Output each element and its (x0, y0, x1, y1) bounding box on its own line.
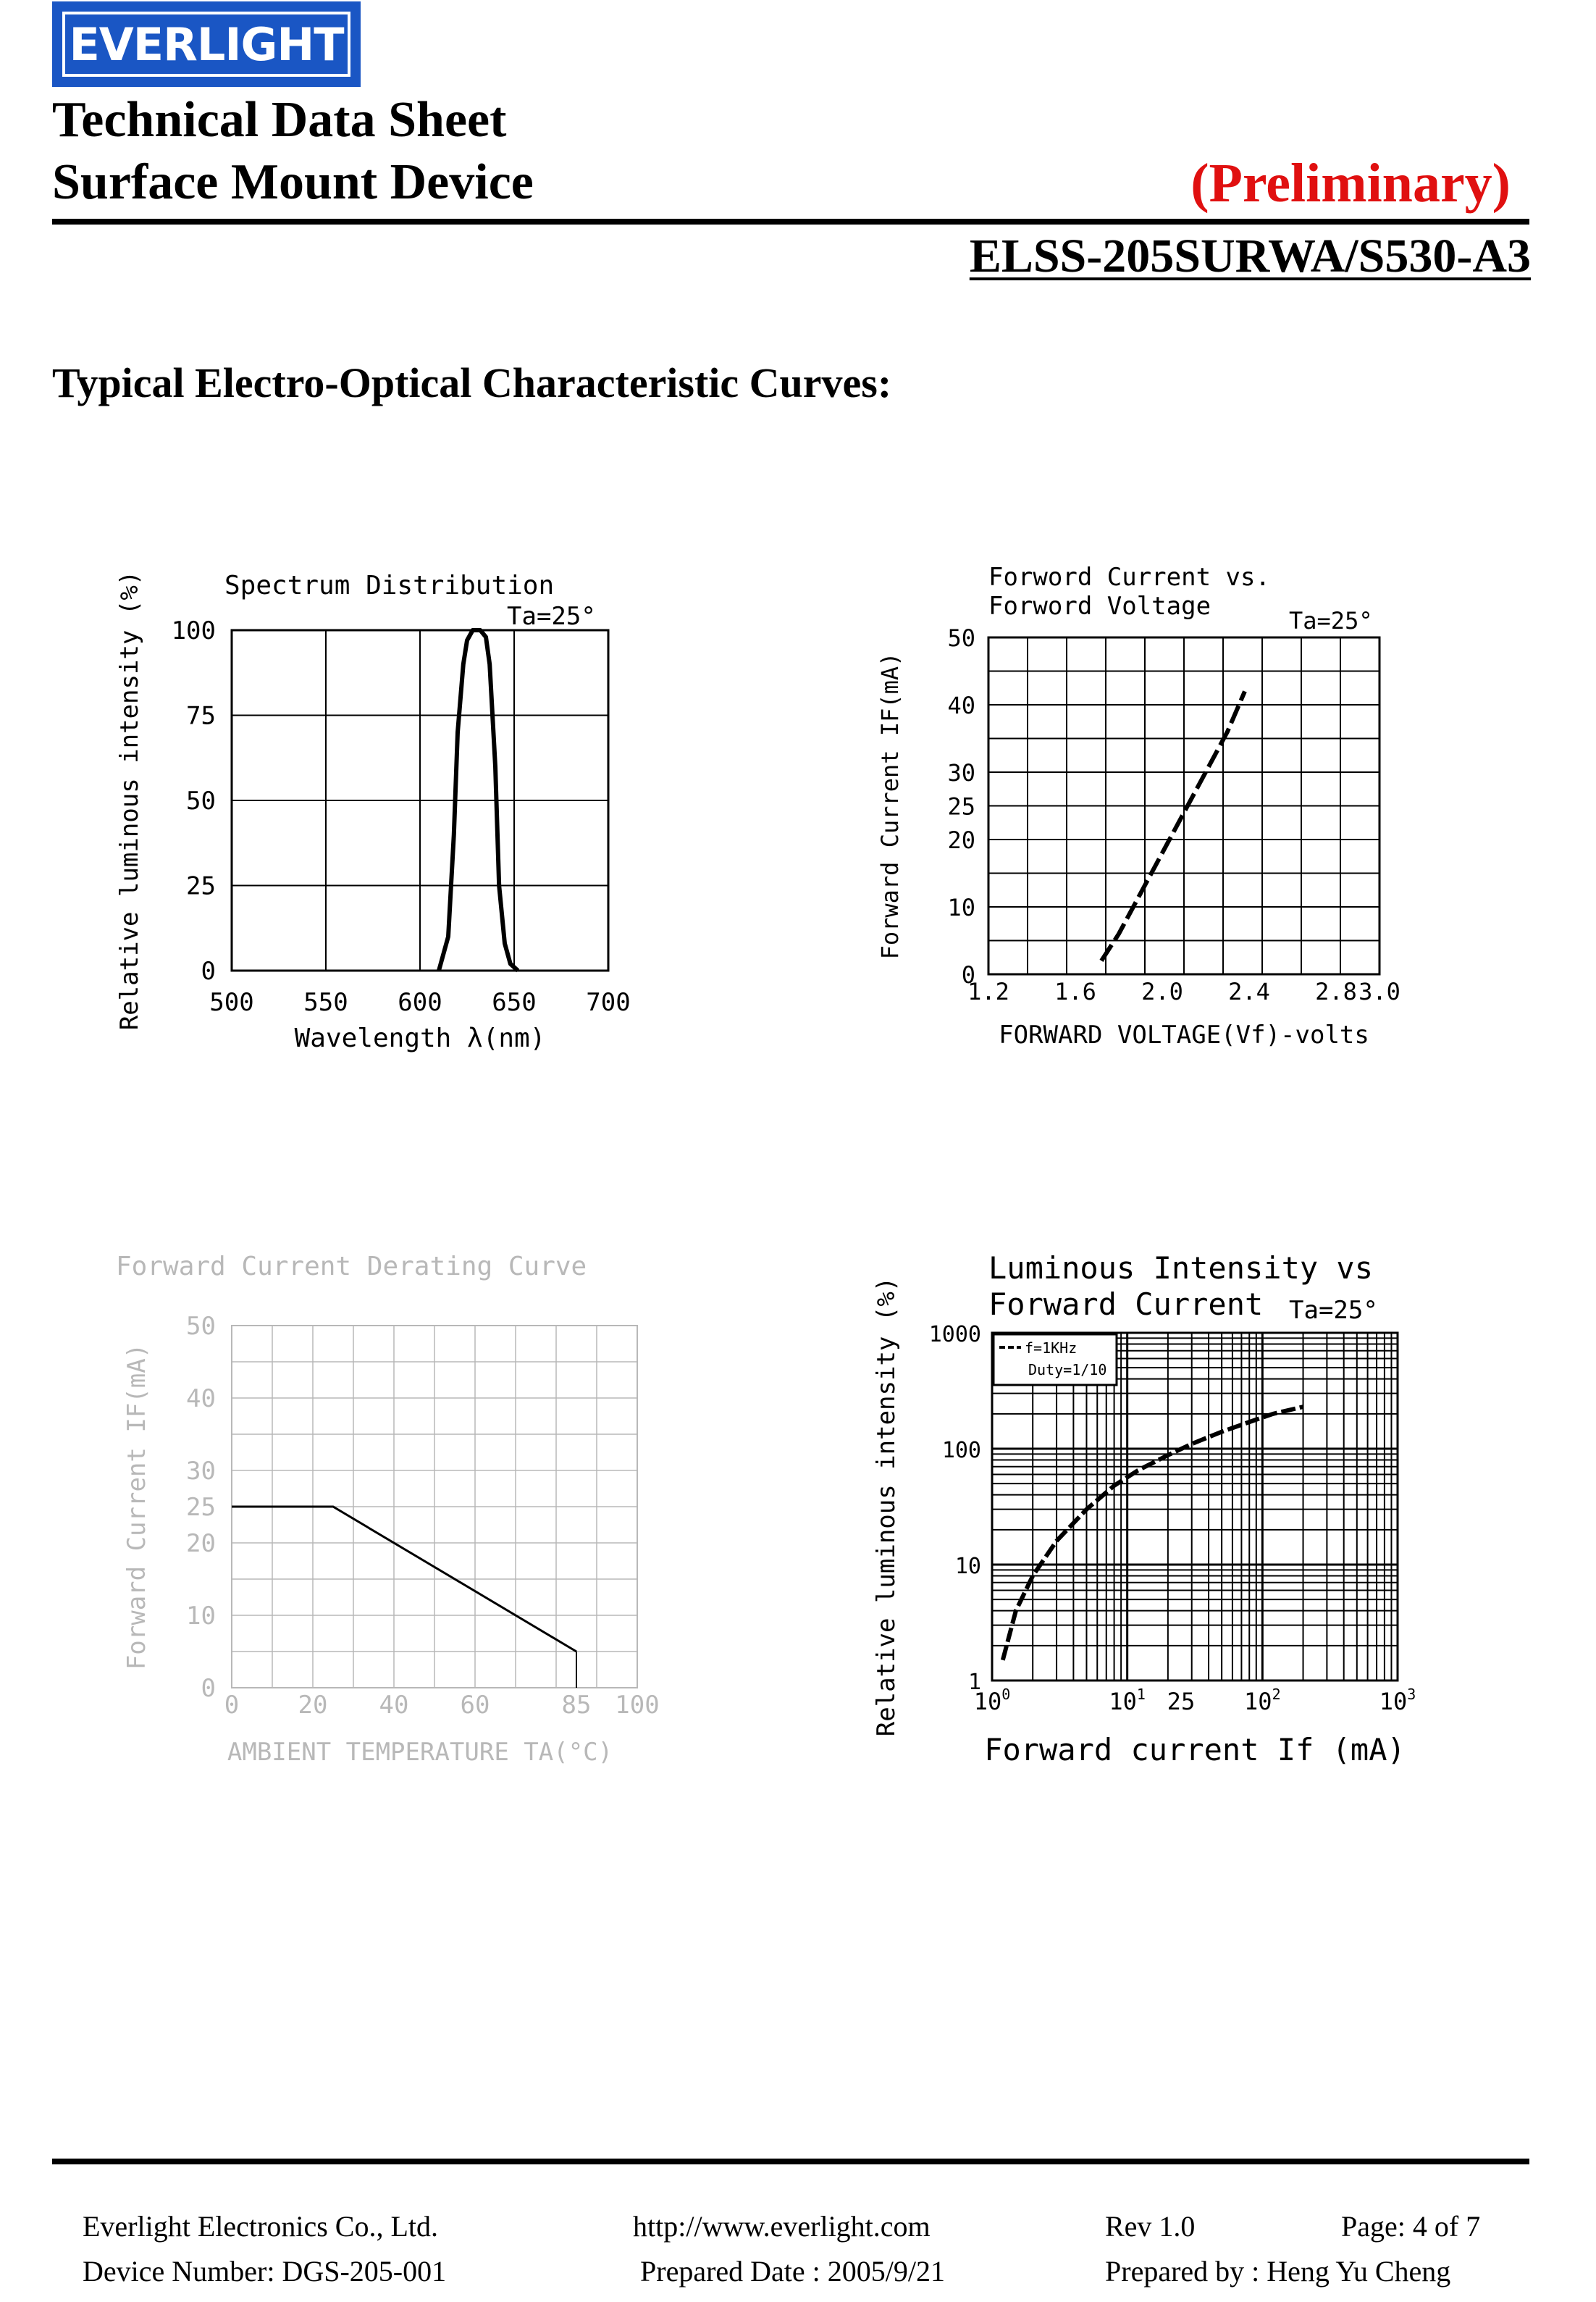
x-tick-label: 2.8 (1315, 978, 1357, 1005)
y-tick-label: 100 (171, 616, 216, 645)
x-tick-label: 2.4 (1228, 978, 1270, 1005)
header-rule (52, 219, 1529, 225)
x-axis-label: FORWARD VOLTAGE(Vf)-volts (999, 1021, 1369, 1050)
preliminary-label: (Preliminary) (1190, 153, 1511, 214)
y-tick-label: 10 (954, 1554, 981, 1579)
y-tick-label: 20 (186, 1529, 216, 1558)
y-tick-label: 50 (186, 787, 216, 816)
y-tick-label: 0 (961, 961, 975, 989)
footer-page: Page: 4 of 7 (1341, 2210, 1481, 2243)
x-axis-label: Wavelength λ(nm) (294, 1024, 546, 1053)
everlight-logo (52, 1, 361, 87)
x-tick-label: 2.0 (1141, 978, 1183, 1005)
x-tick-label: 500 (209, 988, 254, 1017)
iv-if-series-line (1003, 1407, 1303, 1660)
section-title: Typical Electro-Optical Characteristic Curves: (52, 359, 892, 406)
luminous-intensity-chart (869, 1246, 1434, 1796)
x-tick-label: $10^3$ (1379, 1686, 1416, 1715)
y-tick-label: 25 (947, 792, 975, 821)
footer-device-number: Device Number: DGS-205-001 (83, 2255, 447, 2288)
chart-condition: Ta=25° (1289, 607, 1373, 635)
y-tick-label: 50 (947, 624, 975, 652)
x-tick-label: $10^1$ (1109, 1686, 1146, 1715)
x-tick-label: 100 (615, 1691, 660, 1720)
y-tick-label: 40 (186, 1384, 216, 1413)
y-tick-label: 25 (186, 871, 216, 901)
y-tick-label: 20 (947, 826, 975, 854)
footer-prepared-date: Prepared Date : 2005/9/21 (640, 2255, 945, 2288)
y-tick-label: 1000 (928, 1322, 981, 1347)
y-tick-label: 50 (186, 1312, 216, 1341)
x-tick-label: 3.0 (1358, 978, 1400, 1005)
x-tick-label: 550 (303, 988, 348, 1017)
y-axis-label: Relative luminous intensity (%) (872, 1276, 901, 1737)
y-tick-label: 40 (947, 692, 975, 719)
y-tick-label: 0 (201, 957, 216, 986)
x-tick-label: 600 (398, 988, 442, 1017)
doc-title: Technical Data Sheet (52, 92, 507, 148)
y-tick-label: 100 (941, 1438, 981, 1463)
x-axis-label: Forward current If (mA) (984, 1732, 1406, 1767)
x-tick-label: 1.2 (967, 978, 1009, 1005)
y-tick-label: 30 (186, 1457, 216, 1486)
y-tick-label: 75 (186, 701, 216, 731)
x-tick-label: 60 (460, 1691, 490, 1720)
y-tick-label: 10 (186, 1602, 216, 1631)
chart-condition: Ta=25° (507, 602, 596, 631)
legend-line2: Duty=1/10 (1028, 1361, 1107, 1378)
part-number: ELSS-205SURWA/S530-A3 (969, 230, 1531, 282)
x-tick-label: 0 (224, 1691, 240, 1720)
x-tick-label: $10^2$ (1244, 1686, 1281, 1715)
chart-condition: Ta=25° (1289, 1296, 1378, 1325)
chart-title-line1: Forword Current vs. (988, 565, 1270, 592)
y-axis-label: Forward Current IF(mA) (876, 652, 904, 960)
footer-url[interactable]: http://www.everlight.com (633, 2210, 931, 2243)
x-tick-label: 650 (492, 988, 537, 1017)
footer-rule (52, 2159, 1529, 2164)
footer-company: Everlight Electronics Co., Ltd. (83, 2210, 438, 2243)
forward-current-voltage-chart (869, 565, 1434, 1087)
x-tick-label: 85 (561, 1691, 592, 1720)
x-tick-label: $10^0$ (973, 1686, 1011, 1715)
x-tick-label: 20 (298, 1691, 328, 1720)
y-tick-label: 10 (947, 894, 975, 921)
derating-chart (109, 1246, 739, 1782)
chart-title-line1: Luminous Intensity vs (988, 1250, 1374, 1286)
footer-rev: Rev 1.0 (1105, 2210, 1196, 2243)
y-tick-label: 1 (967, 1670, 981, 1695)
chart-title: Spectrum Distribution (224, 571, 555, 600)
y-tick-label: 0 (201, 1674, 216, 1703)
spectrum-chart (109, 565, 739, 1087)
y-axis-label: Forward Current IF(mA) (122, 1343, 151, 1670)
x-tick-label: 700 (586, 988, 631, 1017)
x-tick-label: 1.6 (1054, 978, 1096, 1005)
legend-line1: f=1KHz (1025, 1339, 1078, 1357)
logo-text: EVERLIGHT (69, 17, 344, 71)
y-tick-label: 25 (186, 1493, 216, 1522)
doc-subtitle: Surface Mount Device (52, 154, 534, 210)
x-tick-label: 25 (1167, 1688, 1196, 1715)
x-tick-label: 40 (379, 1691, 409, 1720)
x-axis-label: AMBIENT TEMPERATURE TA(°C) (227, 1738, 613, 1767)
y-axis-label: Relative luminous intensity (%) (115, 570, 144, 1031)
chart-title-line2: Forward Current (988, 1286, 1264, 1322)
footer-prepared-by: Prepared by : Heng Yu Cheng (1105, 2255, 1451, 2288)
chart-title: Forward Current Derating Curve (116, 1252, 587, 1281)
y-tick-label: 30 (947, 759, 975, 787)
chart-title-line2: Forword Voltage (988, 592, 1211, 621)
